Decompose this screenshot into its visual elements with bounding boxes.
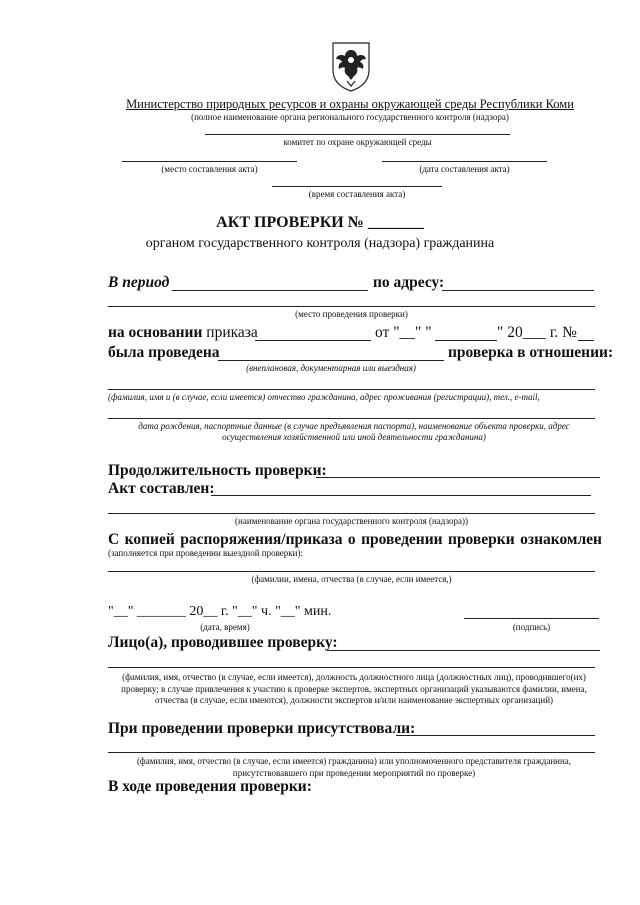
compiled-label: Акт составлен: <box>108 480 215 497</box>
citizen-line <box>108 389 595 390</box>
place-line <box>122 161 297 162</box>
address-line-2 <box>108 306 595 307</box>
act-title: АКТ ПРОВЕРКИ № _______ <box>216 214 424 231</box>
committee-name: комитет по охране окружающей среды <box>283 137 432 147</box>
address-label: по адресу: <box>373 274 445 291</box>
place-of-inspection-caption: (место проведения проверки) <box>295 309 408 319</box>
present-label: При проведении проверки присутствовали: <box>108 720 416 737</box>
citizen-details-line <box>108 418 595 419</box>
act-subtitle: органом государственного контроля (надзора) гражданина <box>145 236 495 251</box>
present-caption: (фамилия, имя, отчество (в случае, если имеется) гражданина) или уполномоченного представителя гражданина, присутствовавшего при проведении мероприятий по проверке) <box>136 756 572 778</box>
place-caption: (место составления акта) <box>161 164 258 174</box>
compiled-caption: (наименование органа государственного контроля (надзора)) <box>235 516 468 526</box>
inspection-type-line <box>218 360 444 361</box>
compiled-line <box>211 495 591 496</box>
compiled-line-2 <box>108 513 595 514</box>
date-caption: (дата составления акта) <box>419 164 510 174</box>
time-line <box>272 186 442 187</box>
inspection-type-caption: (внеплановая, документарная или выездная) <box>246 363 416 373</box>
basis-line <box>108 324 258 342</box>
inspectors-caption: (фамилия, имя, отчество (в случае, если имеется), должность должностного лица (должностных лиц), проводившего(их) проверку; в случае привлечения к участию к проверке экспертов, экспертных организаций указываются фамилии, имена, отчества (в случае, если имеются), должности экспертов и/или наименование экспертных организаций) <box>121 672 587 705</box>
copy-names-caption: (фамилии, имена, отчества (в случае, если имеется,) <box>251 574 452 584</box>
copy-heading: С копией распоряжения/приказа о проведении проверки ознакомлен <box>108 531 602 548</box>
inspectors-line <box>327 650 600 651</box>
order-number-line <box>578 340 594 341</box>
order-name-line <box>255 340 371 341</box>
time-caption: (время составления акта) <box>308 189 406 199</box>
inspectors-label: Лицо(а), проводившее проверку: <box>108 634 338 651</box>
copy-note: (заполняется при проведении выездной проверки): <box>108 548 303 558</box>
during-label: В ходе проведения проверки: <box>108 778 312 795</box>
duration-label: Продолжительность проверки: <box>108 462 327 479</box>
period-line <box>172 290 368 291</box>
duration-line <box>316 477 600 478</box>
ministry-name: Министерство природных ресурсов и охраны окружающей среды Республики Коми <box>126 97 574 111</box>
present-line-2 <box>108 752 595 753</box>
ministry-caption: (полное наименование органа регионального государственного контроля (надзора) <box>191 112 509 122</box>
copy-datetime: "__" _______ 20__ г. "__" ч. "__" мин. <box>108 604 332 619</box>
period-label: В период <box>108 274 170 291</box>
order-word: приказа <box>206 324 258 341</box>
address-line <box>442 290 594 291</box>
signature-caption: (подпись) <box>512 622 551 632</box>
date-line <box>382 161 547 162</box>
citizen-details-caption: дата рождения, паспортные данные (в случае предъявления паспорта), наименование объекта проверки, адрес осуществления хозяйственной или иной деятельности гражданина) <box>138 421 570 442</box>
committee-line <box>205 134 510 135</box>
present-line <box>396 735 595 736</box>
inspection-target-label: проверка в отношении: <box>448 344 614 361</box>
order-month-line <box>435 340 497 341</box>
copy-names-line <box>108 571 595 572</box>
conducted-label: была проведена <box>108 344 220 361</box>
signature-line <box>464 618 599 619</box>
order-year: " 20___ г. № <box>497 324 577 341</box>
basis-label: на основании <box>108 324 203 341</box>
datetime-caption: (дата, время) <box>200 622 250 632</box>
coat-of-arms-icon <box>330 40 372 92</box>
order-from: от "__" " <box>375 324 432 341</box>
inspectors-line-2 <box>108 667 595 668</box>
citizen-caption: (фамилия, имя и (в случае, если имеется) отчество гражданина, адрес проживания (регистрации), тел., e-mail, <box>108 392 540 402</box>
